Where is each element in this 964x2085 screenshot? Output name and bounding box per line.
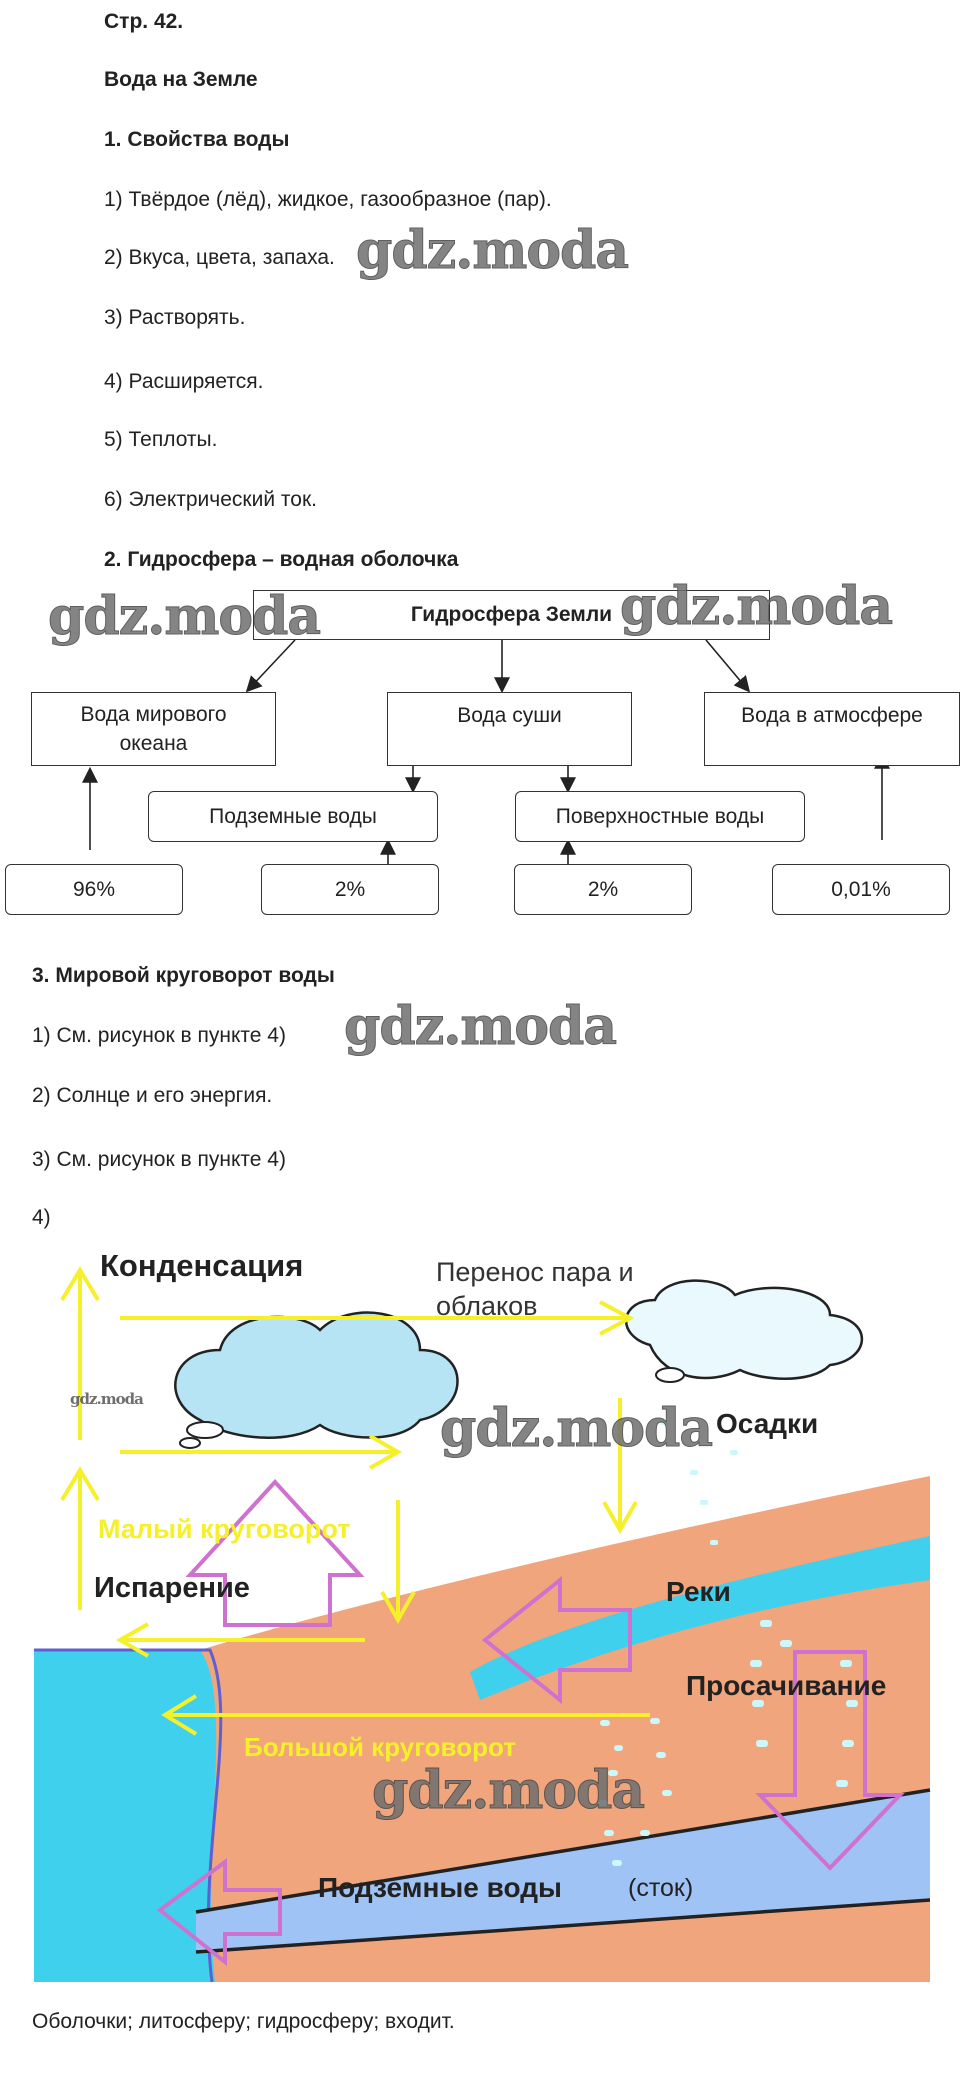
section1-item-1: 1) Твёрдое (лёд), жидкое, газообразное (пар). <box>104 188 552 211</box>
label-small-cycle: Малый круговорот <box>98 1514 351 1544</box>
section1-item-5: 5) Теплоты. <box>104 428 218 451</box>
land-water-box: Вода суши <box>387 692 632 766</box>
label-evaporation: Испарение <box>94 1572 250 1604</box>
section1-item-3: 3) Растворять. <box>104 306 246 329</box>
label-seepage: Просачивание <box>686 1670 887 1701</box>
section1-item-4: 4) Расширяется. <box>104 370 264 393</box>
atmosphere-water-box: Вода в атмосфере <box>704 692 960 766</box>
watermark-logo: gdz.moda <box>372 1760 645 1821</box>
section3-item-2: 2) Солнце и его энергия. <box>32 1084 273 1107</box>
section1-title: 1. Свойства воды <box>104 128 290 151</box>
watermark-logo: gdz.moda <box>356 220 629 281</box>
section3-item-3: 3) См. рисунок в пункте 4) <box>32 1148 286 1171</box>
section3-item-4: 4) <box>32 1206 51 1229</box>
footer-answer: Оболочки; литосферу; гидросферу; входит. <box>32 2010 455 2033</box>
percent-surface: 2% <box>514 864 692 915</box>
section3-title: 3. Мировой круговорот воды <box>32 964 335 987</box>
watermark-logo: gdz.moda <box>48 586 321 647</box>
label-transfer: Перенос пара и облаков <box>436 1257 634 1321</box>
section3-item-1: 1) См. рисунок в пункте 4) <box>32 1024 286 1047</box>
label-precipitation: Осадки <box>716 1408 819 1439</box>
cloud-left <box>175 1313 457 1438</box>
percent-atmosphere: 0,01% <box>772 864 950 915</box>
hydrosphere-root-box: Гидросфера Земли <box>253 590 770 640</box>
label-big-cycle: Большой круговорот <box>244 1732 516 1762</box>
page-number: Стр. 42. <box>104 10 184 33</box>
watermark-logo: gdz.moda <box>620 576 893 637</box>
label-condensation: Конденсация <box>100 1248 304 1283</box>
section1-item-6: 6) Электрический ток. <box>104 488 317 511</box>
topic-title: Вода на Земле <box>104 68 258 91</box>
watermark-logo: gdz.moda <box>344 996 617 1057</box>
label-groundwater: Подземные воды <box>318 1872 562 1903</box>
surface-water-box: Поверхностные воды <box>515 791 805 842</box>
watermark-logo: gdz.moda <box>440 1398 713 1459</box>
label-runoff: (сток) <box>628 1874 694 1902</box>
watermark-logo-small: gdz.moda <box>70 1390 143 1408</box>
percent-ocean: 96% <box>5 864 183 915</box>
section2-title: 2. Гидросфера – водная оболочка <box>104 548 459 571</box>
ocean-water-box: Вода мирового океана <box>31 692 276 766</box>
section1-item-2: 2) Вкуса, цвета, запаха. <box>104 246 335 269</box>
groundwater-box: Подземные воды <box>148 791 438 842</box>
percent-groundwater: 2% <box>261 864 439 915</box>
label-rivers: Реки <box>666 1576 731 1607</box>
